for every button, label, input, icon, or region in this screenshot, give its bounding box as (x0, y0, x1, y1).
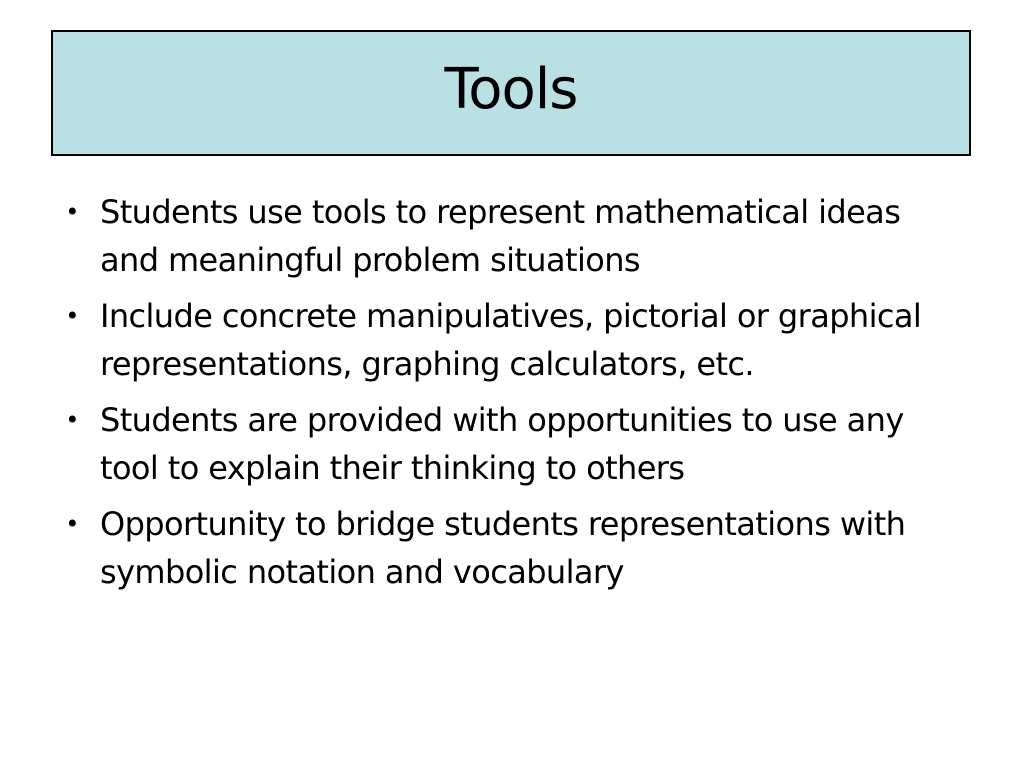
bullet-text: Include concrete manipulatives, pictorial or graphical representations, graphing calculators, etc. (100, 297, 922, 383)
bullet-dot-icon: • (65, 406, 79, 434)
bullet-item (60, 188, 960, 284)
bullet-item (60, 292, 960, 388)
bullet-text: Students use tools to represent mathematical ideas and meaningful problem situations (100, 193, 901, 279)
bullet-item (60, 500, 960, 596)
bullet-list (60, 188, 960, 604)
bullet-dot-icon: • (65, 198, 79, 226)
title-box (51, 30, 971, 156)
bullet-item (60, 396, 960, 492)
bullet-text: Students are provided with opportunities to use any tool to explain their thinking to others (100, 401, 904, 487)
slide-title: Tools (444, 57, 578, 122)
bullet-dot-icon: • (65, 302, 79, 330)
bullet-text: Opportunity to bridge students representations with symbolic notation and vocabulary (100, 505, 906, 591)
bullet-dot-icon: • (65, 510, 79, 538)
